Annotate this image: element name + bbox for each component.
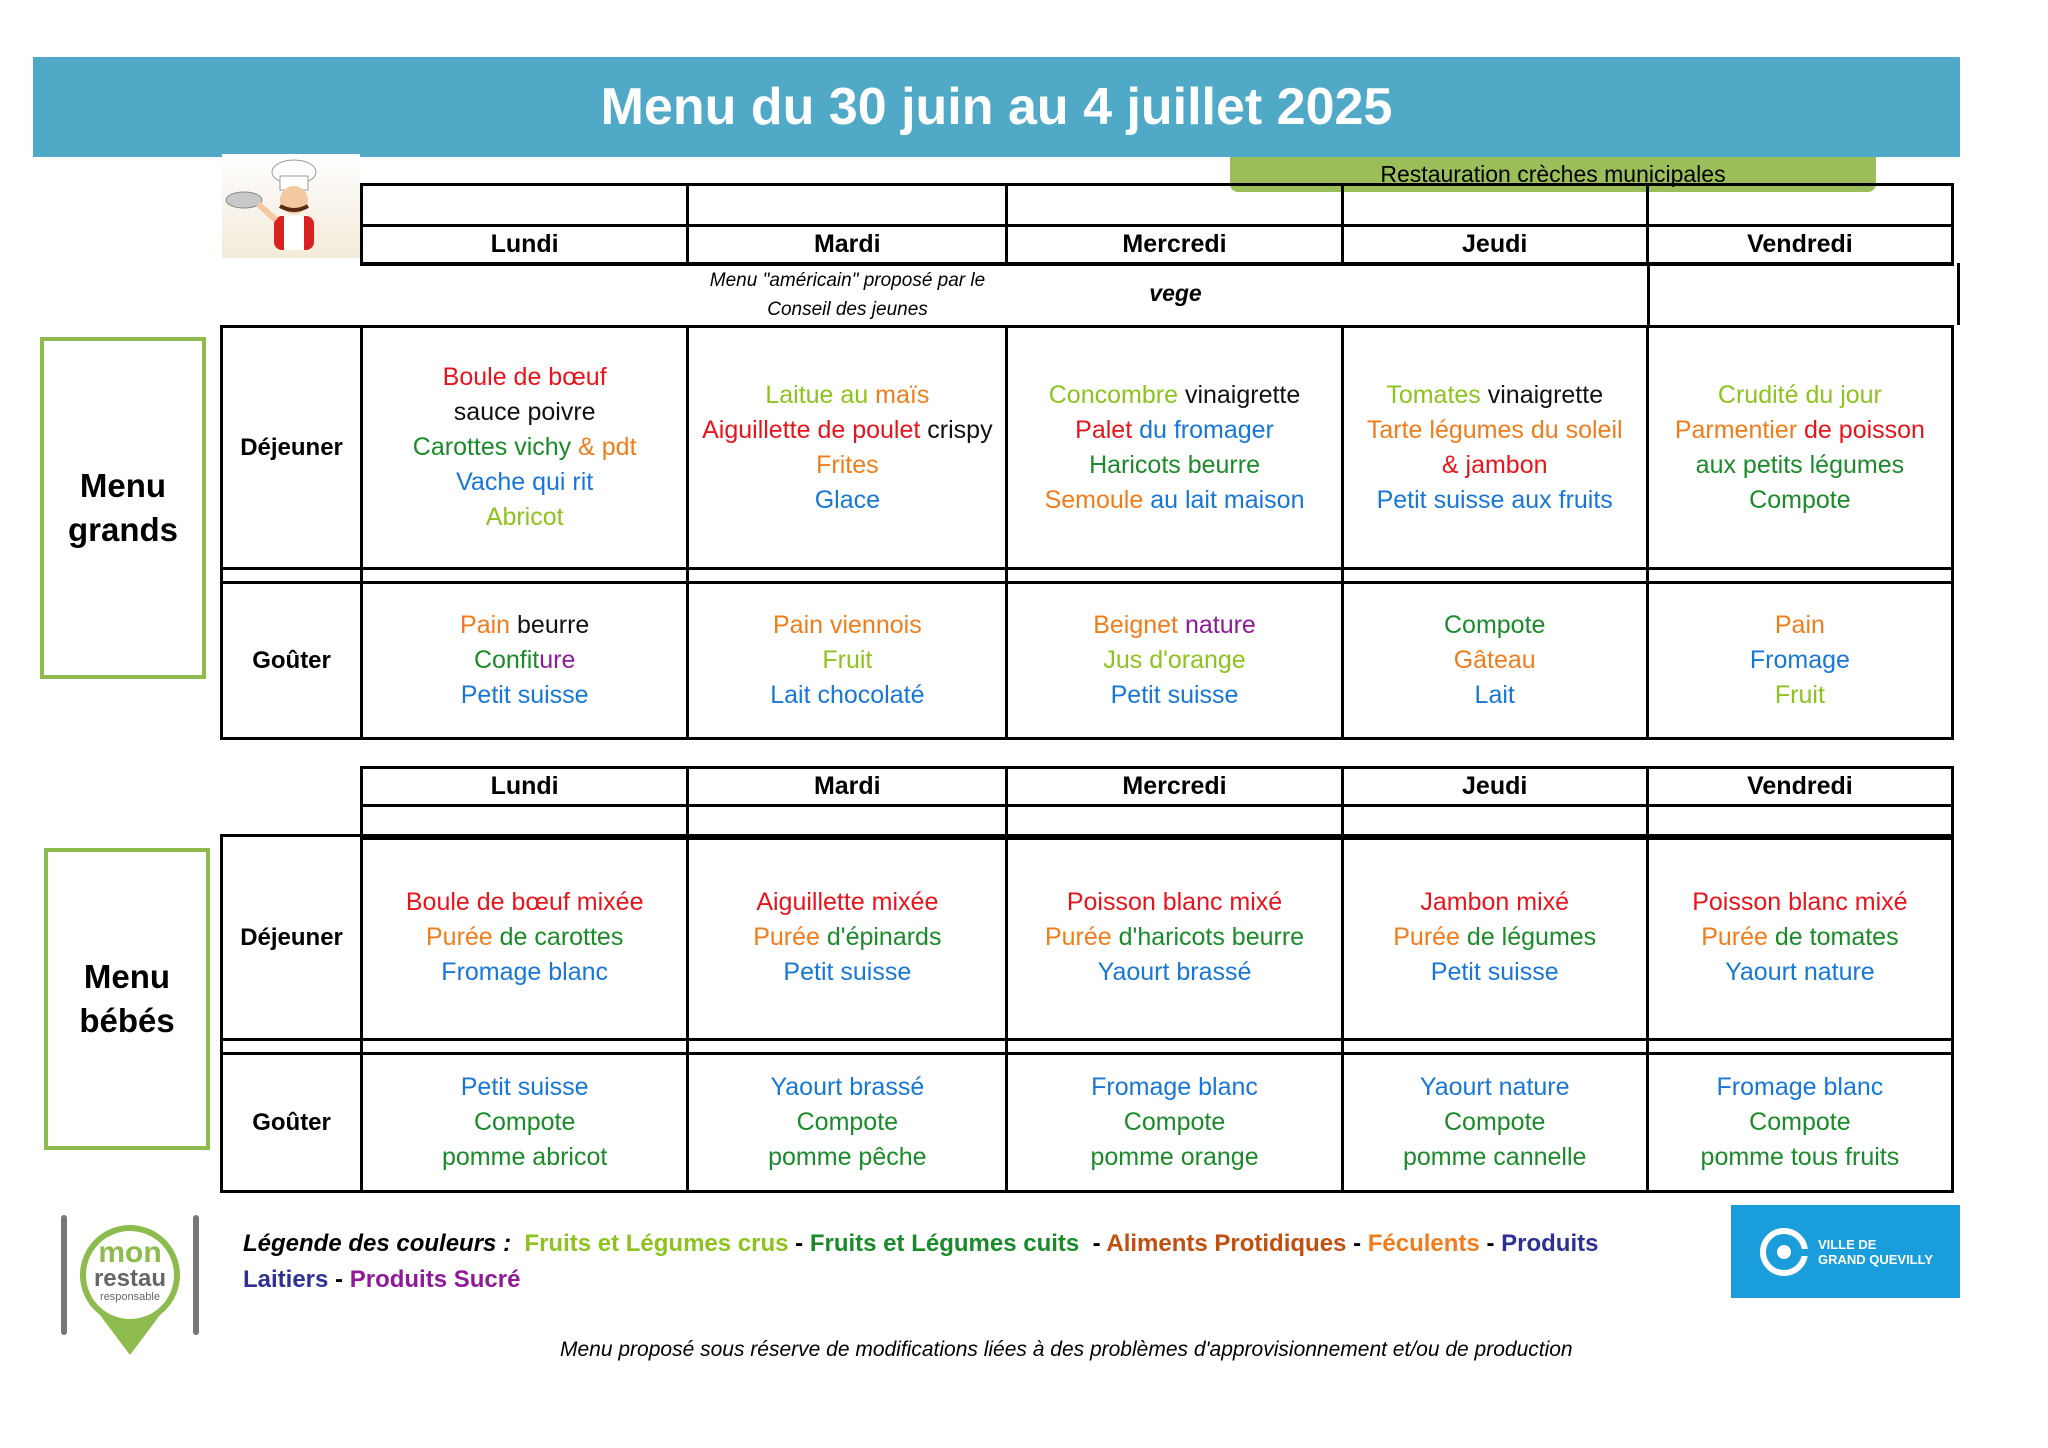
title-banner bbox=[33, 57, 1960, 157]
menu-bebes-label-2: bébés bbox=[79, 1002, 175, 1039]
footnote: Menu proposé sous réserve de modifications liées à des problèmes d'approvisionnement et/ou de production bbox=[560, 1338, 1573, 1361]
page-title: Menu du 30 juin au 4 juillet 2025 bbox=[600, 78, 1393, 136]
grands-day-header bbox=[360, 183, 1954, 265]
grands-gouter-mardi: Pain viennois Fruit Lait chocolaté bbox=[688, 583, 1007, 739]
day-lundi: Lundi bbox=[362, 226, 688, 264]
bebes-day-jeudi: Jeudi bbox=[1342, 768, 1647, 806]
menu-bebes-label bbox=[44, 848, 210, 1150]
bebes-dejeuner-lundi: Boule de bœuf mixée Purée de carottes Fromage blanc bbox=[362, 836, 688, 1040]
logo-responsable: responsable bbox=[100, 1291, 160, 1303]
legend-laitiers: Produits Laitiers bbox=[243, 1230, 1599, 1293]
bebes-gouter-label: Goûter bbox=[222, 1054, 362, 1192]
bebes-dejeuner-jeudi: Jambon mixé Purée de légumes Petit suisse bbox=[1342, 836, 1647, 1040]
menu-grands-label bbox=[40, 337, 206, 679]
grands-dejeuner-mardi: Laitue au maïs Aiguillette de poulet crispy Frites Glace bbox=[688, 327, 1007, 569]
grands-dejeuner-label: Déjeuner bbox=[222, 327, 362, 569]
grands-gouter-mercredi: Beignet nature Jus d'orange Petit suisse bbox=[1007, 583, 1342, 739]
bebes-gouter-vendredi: Fromage blanc Compote pomme tous fruits bbox=[1647, 1054, 1952, 1192]
grands-gouter-vendredi: Pain Fromage Fruit bbox=[1647, 583, 1952, 739]
bebes-day-mardi: Mardi bbox=[688, 768, 1007, 806]
grands-gouter-lundi: Pain beurre Confiture Petit suisse bbox=[362, 583, 688, 739]
color-legend: Légende des couleurs : Fruits et Légumes crus - Fruits et Légumes cuits - Aliments Protidiques - Féculents - Produits Laitiers - Produits Sucré bbox=[243, 1230, 1599, 1293]
grand-quevilly-logo bbox=[1731, 1205, 1960, 1298]
logo-restau: restau bbox=[93, 1265, 167, 1292]
grands-dejeuner-mercredi: Concombre vinaigrette Palet du fromager Haricots beurre Semoule au lait maison bbox=[1007, 327, 1342, 569]
city-emblem-icon bbox=[1758, 1226, 1810, 1278]
mon-restau-responsable-logo bbox=[55, 1205, 205, 1375]
legend-prefix: Légende des couleurs : bbox=[243, 1230, 512, 1257]
bebes-dejeuner-mercredi: Poisson blanc mixé Purée d'haricots beurre Yaourt brassé bbox=[1007, 836, 1342, 1040]
note-mardi: Menu "américain" proposé par le Conseil des jeunes bbox=[709, 270, 986, 320]
legend-sucre: Produits Sucré bbox=[349, 1266, 521, 1293]
grands-dejeuner-vendredi: Crudité du jour Parmentier de poisson aux petits légumes Compote bbox=[1647, 327, 1952, 569]
bebes-dejeuner-label: Déjeuner bbox=[222, 836, 362, 1040]
logo-ville-de: VILLE DE bbox=[1817, 1236, 1877, 1252]
menu-grands-label-2: grands bbox=[67, 511, 179, 548]
bebes-gouter-mardi: Yaourt brassé Compote pomme pêche bbox=[688, 1054, 1007, 1192]
day-mardi: Mardi bbox=[688, 226, 1007, 264]
day-vendredi: Vendredi bbox=[1647, 226, 1952, 264]
divider bbox=[360, 263, 1954, 266]
note-vendredi-cell bbox=[1647, 263, 1960, 325]
legend-protidiques: Aliments Protidiques bbox=[1106, 1230, 1347, 1257]
bebes-menu-table bbox=[220, 834, 1954, 1193]
legend-fruits-cuits: Fruits et Légumes cuits bbox=[809, 1230, 1080, 1257]
logo-grand-quevilly: GRAND QUEVILLY bbox=[1817, 1251, 1934, 1267]
service-tag: Restauration crèches municipales bbox=[1230, 157, 1876, 192]
logo-mon: mon bbox=[98, 1236, 162, 1269]
day-jeudi: Jeudi bbox=[1342, 226, 1647, 264]
bebes-day-lundi: Lundi bbox=[362, 768, 688, 806]
bebes-day-vendredi: Vendredi bbox=[1647, 768, 1952, 806]
grands-menu-table bbox=[220, 325, 1954, 740]
day-mercredi: Mercredi bbox=[1007, 226, 1342, 264]
grands-dejeuner-jeudi: Tomates vinaigrette Tarte légumes du soleil & jambon Petit suisse aux fruits bbox=[1342, 327, 1647, 569]
bebes-gouter-jeudi: Yaourt nature Compote pomme cannelle bbox=[1342, 1054, 1647, 1192]
bebes-day-mercredi: Mercredi bbox=[1007, 768, 1342, 806]
bebes-gouter-lundi: Petit suisse Compote pomme abricot bbox=[362, 1054, 688, 1192]
bebes-day-header bbox=[360, 766, 1954, 840]
grands-gouter-jeudi: Compote Gâteau Lait bbox=[1342, 583, 1647, 739]
grands-gouter-label: Goûter bbox=[222, 583, 362, 739]
bebes-dejeuner-mardi: Aiguillette mixée Purée d'épinards Petit suisse bbox=[688, 836, 1007, 1040]
bebes-gouter-mercredi: Fromage blanc Compote pomme orange bbox=[1007, 1054, 1342, 1192]
legend-fruits-crus: Fruits et Légumes crus bbox=[524, 1230, 789, 1257]
menu-bebes-label-1: Menu bbox=[83, 958, 171, 995]
note-mercredi: vege bbox=[1149, 280, 1202, 306]
chef-illustration-icon bbox=[222, 154, 360, 258]
legend-feculents: Féculents bbox=[1367, 1230, 1480, 1257]
bebes-dejeuner-vendredi: Poisson blanc mixé Purée de tomates Yaourt nature bbox=[1647, 836, 1952, 1040]
grands-dejeuner-lundi: Boule de bœuf sauce poivre Carottes vichy & pdt Vache qui rit Abricot bbox=[362, 327, 688, 569]
menu-grands-label-1: Menu bbox=[79, 467, 167, 504]
